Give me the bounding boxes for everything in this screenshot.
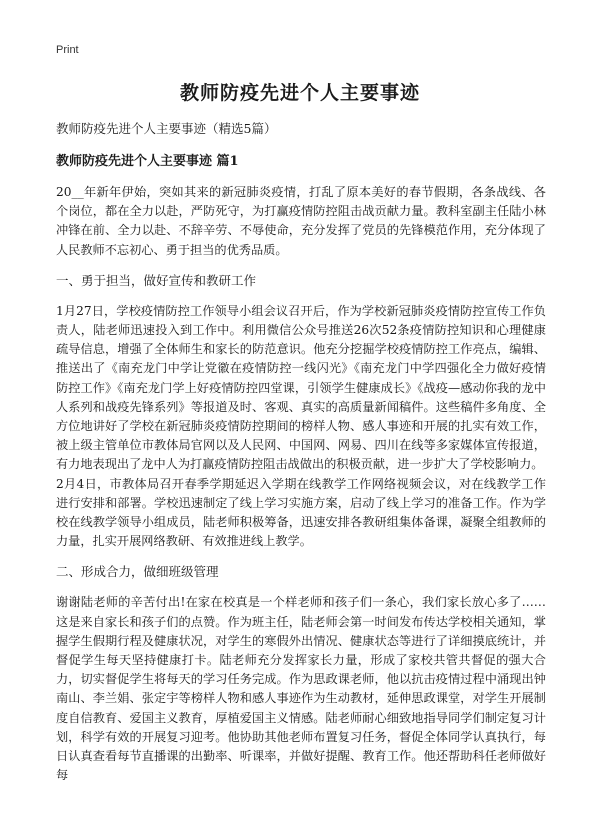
print-link[interactable]: Print <box>56 44 79 56</box>
paragraph-intro: 20__年新年伊始，突如其来的新冠肺炎疫情，打乱了原本美好的春节假期，各条战线、各个岗位，都在全力以赴，严防死守，为打赢疫情防控阻击战贡献力量。教科室副主任陆小林冲锋在前、全力以赴、不辞辛劳、不辱使命，充分发挥了党员的先锋模范作用，充分体现了人民教师不忘初心、勇于担当的优秀品质。 <box>56 185 546 257</box>
heading-one: 一、勇于担当，做好宣传和教研工作 <box>56 272 257 288</box>
document-body <box>56 120 546 785</box>
document-title: 教师防疫先进个人主要事迹 <box>179 82 420 104</box>
heading-two: 二、形成合力，做细班级管理 <box>56 564 219 580</box>
paragraph-publicity: 1月27日，学校疫情防控工作领导小组会议召开后，作为学校新冠肺炎疫情防控宣传工作负责人，陆老师迅速投入到工作中。利用微信公众号推送26次52条疫情防控知识和心理健康疏导信息，增强了全体师生和家长的防范意识。他充分挖掘学校疫情防控工作亮点，编辑、推送出了《南充龙门中学让党徽在疫情防控一线闪光》《南充龙门中学四强化全力做好疫情防控工作》《南充龙门学上好疫情防控四堂课，引领学生健康成长》《战疫—感动你我的龙中人系列和战疫先锋系列》等报道及时、客观、真实的高质量新闻稿件。这些稿件多角度、全方位地讲好了学校在新冠肺炎疫情防控期间的榜样人物、感人事迹和开展的扎实有效工作，被上级主管单位市教体局官网以及人民网、中国网、网易、四川在线等多家媒体宣传报道，有力地表现出了龙中人为打赢疫情防控阻击战做出的积极贡献，进一步扩大了学校影响力。 <box>56 303 546 472</box>
document-subtitle: 教师防疫先进个人主要事迹（精选5篇） <box>56 121 277 136</box>
paragraph-class-management: 谢谢陆老师的辛苦付出!在家在校真是一个样老师和孩子们一条心，我们家长放心多了……这是来自家长和孩子们的点赞。作为班主任，陆老师会第一时间发布传达学校相关通知，掌握学生假期行程及健康状况，对学生的寒假外出情况、健康状态等进行了详细摸底统计，并督促学生每天坚持健康打卡。陆老师充分发挥家长力量，形成了家校共管共督促的强大合力，切实督促学生将每天的学习任务完成。作为思政课老师，他以抗击疫情过程中涌现出钟南山、李兰娟、张定宇等榜样人物和感人事迹作为生动教材，延伸思政课堂，对学生开展制度自信教育、爱国主义教育，厚植爱国主义情感。陆老师耐心细致地指导同学们制定复习计划，科学有效的开展复习迎考。他协助其他老师布置复习任务，督促全体同学认真执行，每日认真查看每节直播课的出勤率、听课率，并做好提醒、教育工作。他还帮助科任老师做好每 <box>56 595 546 783</box>
section-title: 教师防疫先进个人主要事迹 篇1 <box>56 154 239 169</box>
paragraph-online-teaching: 2月4日，市教体局召开春季学期延迟入学期在线教学工作网络视频会议，对在线教学工作进行安排和部署。学校迅速制定了线上学习实施方案，启动了线上学习的准备工作。作为学校在线教学领导小组成员，陆老师积极筹备，迅速安排各教研组集体备课，凝聚全组教师的力量，扎实开展网络教研、有效推进线上教学。 <box>56 476 546 549</box>
